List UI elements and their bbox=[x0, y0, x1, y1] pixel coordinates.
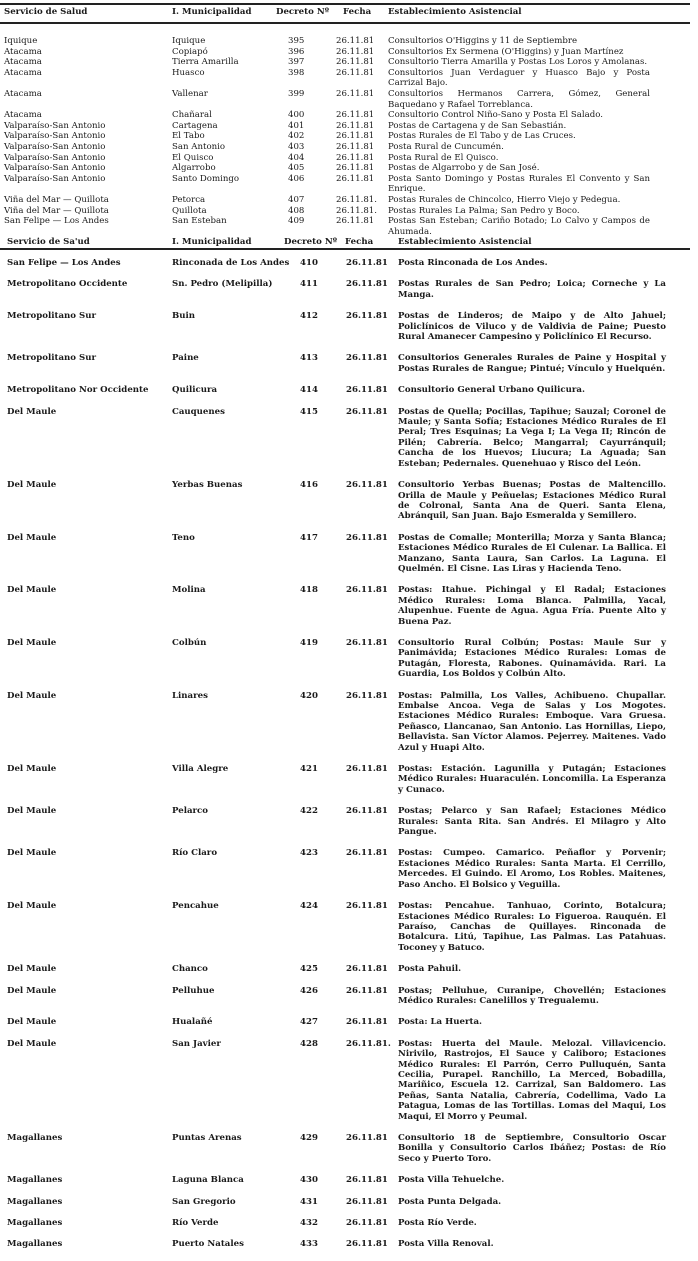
table-row bbox=[0, 1197, 698, 1207]
table-row bbox=[0, 385, 698, 395]
establecimiento-cell: Postas Rurales de Chincolco, Hierro Viejo y Pedegua. bbox=[388, 194, 621, 205]
table-row bbox=[0, 121, 698, 132]
servicio-cell: Del Maule bbox=[7, 585, 57, 596]
table-row bbox=[0, 47, 698, 58]
municipalidad-cell: Linares bbox=[172, 690, 208, 701]
establecimiento-cell: Posta Rural de El Quisco. bbox=[388, 152, 499, 163]
servicio-cell: Metropolitano Sur bbox=[7, 353, 96, 364]
establecimiento-cell: Consultorios Ex Sermena (O'Higgins) y Juan Martínez bbox=[388, 46, 624, 57]
municipalidad-cell: Río Verde bbox=[172, 1218, 219, 1229]
establecimiento-cell: Postas: Palmilla, Los Valles, Achibueno. Chupallar. Embalse Ancoa. Vega de Salas y Los Mogotes. Estaciones Médico Rurales: Emboque. Vara Gruesa. Peñasco, Llancanao, San Antonio. Las Hornillas, Liepo, Bellavista. San Víctor Alamos. Pejerrey. Maitenes. Vado Azul y Huapi Alto. bbox=[398, 690, 666, 753]
establecimiento-cell: Postas Rurales de San Pedro; Loica; Corneche y La Manga. bbox=[398, 279, 666, 300]
establecimiento-cell: Postas; Pelluhue, Curanipe, Chovellén; Estaciones Médico Rurales: Canelillos y Tregualemu. bbox=[398, 985, 666, 1006]
fecha-cell: 26.11.81 bbox=[346, 690, 388, 701]
establecimiento-cell: Postas: Pencahue. Tanhuao, Corinto, Botalcura; Estaciones Médico Rurales: Lo Figueroa. Rauquén. El Paraíso, Canchas de Quillayes. Rinconada de Botalcura. Litú, Tapihue, Las Palmas. Las Patahuas. Toconey y Batuco. bbox=[398, 901, 666, 953]
fecha-cell: 26.11.81 bbox=[336, 67, 375, 78]
municipalidad-cell: Pelluhue bbox=[172, 985, 215, 996]
decreto-cell: 430 bbox=[300, 1175, 318, 1186]
servicio-cell: Del Maule bbox=[7, 806, 57, 817]
decreto-cell: 424 bbox=[300, 901, 318, 912]
servicio-cell: Magallanes bbox=[7, 1218, 63, 1229]
servicio-cell: Magallanes bbox=[7, 1133, 63, 1143]
table-row bbox=[0, 964, 698, 974]
table-row bbox=[0, 68, 698, 89]
decreto-cell: 419 bbox=[300, 637, 318, 648]
fecha-cell: 26.11.81. bbox=[336, 194, 378, 205]
decreto-cell: 408 bbox=[288, 205, 305, 216]
fecha-cell: 26.11.81 bbox=[346, 1133, 388, 1143]
fecha-cell: 26.11.81 bbox=[336, 131, 375, 142]
municipalidad-cell: Algarrobo bbox=[172, 163, 216, 174]
fecha-cell: 26.11.81 bbox=[346, 258, 388, 268]
decreto-cell: 407 bbox=[288, 194, 305, 205]
establecimiento-cell: Posta Punta Delgada. bbox=[398, 1196, 502, 1207]
decreto-cell: 403 bbox=[288, 141, 305, 152]
municipalidad-cell: San Gregorio bbox=[172, 1196, 236, 1207]
decreto-cell: 425 bbox=[300, 964, 318, 975]
servicio-cell: Magallanes bbox=[7, 1239, 63, 1250]
establecimiento-cell: Posta Río Verde. bbox=[398, 1218, 477, 1229]
decreto-cell: 412 bbox=[300, 311, 318, 322]
fecha-cell: 26.11.81 bbox=[336, 173, 375, 184]
municipalidad-cell: Laguna Blanca bbox=[172, 1175, 244, 1186]
municipalidad-cell: Hualañé bbox=[172, 1017, 213, 1028]
municipalidad-cell: Pelarco bbox=[172, 806, 209, 817]
table-row bbox=[0, 1133, 698, 1164]
decreto-cell: 397 bbox=[288, 57, 305, 68]
header-establecimiento: Establecimiento Asistencial bbox=[388, 7, 522, 17]
header-municipalidad: I. Municipalidad bbox=[172, 7, 252, 17]
municipalidad-cell: Petorca bbox=[172, 194, 206, 205]
table-row bbox=[0, 279, 698, 300]
fecha-cell: 26.11.81 bbox=[346, 406, 388, 417]
header-establecimiento: Establecimiento Asistencial bbox=[398, 237, 532, 247]
servicio-cell: Valparaíso-San Antonio bbox=[4, 131, 106, 142]
municipalidad-cell: Puerto Natales bbox=[172, 1239, 244, 1250]
establecimiento-cell: Postas de Quella; Pocillas, Tapihue; Sauzal; Coronel de Maule; y Santa Sofía; Estaciones Médico Rurales de El Peral; Tres Esquinas; La Vega I; La Vega II; Rincón de Pilén; Cabrería. Belco; Mangarral; Cayurránquil; Cancha de los Huevos; Liucura; La Aguada; San Esteban; Pedernales. Quenehuao y Risco del León. bbox=[398, 406, 666, 469]
servicio-cell: Magallanes bbox=[7, 1196, 63, 1207]
fecha-cell: 26.11.81 bbox=[346, 1017, 388, 1028]
decreto-cell: 431 bbox=[300, 1196, 318, 1207]
servicio-cell: Metropolitano Sur bbox=[7, 311, 96, 322]
servicio-cell: Valparaíso-San Antonio bbox=[4, 163, 106, 174]
table-row bbox=[0, 206, 698, 217]
fecha-cell: 26.11.81 bbox=[346, 1175, 388, 1186]
servicio-cell: Viña del Mar — Quillota bbox=[4, 194, 109, 205]
table-row bbox=[0, 258, 698, 268]
fecha-cell: 26.11.81 bbox=[336, 88, 375, 99]
municipalidad-cell: Colbún bbox=[172, 637, 207, 648]
establecimiento-cell: Consultorio Control Niño-Sano y Posta El Salado. bbox=[388, 110, 604, 121]
municipalidad-cell: Iquique bbox=[172, 36, 206, 46]
table-row bbox=[0, 638, 698, 680]
establecimiento-cell: Postas de Algarrobo y de San José. bbox=[388, 163, 540, 174]
fecha-cell: 26.11.81 bbox=[336, 110, 375, 121]
municipalidad-cell: Molina bbox=[172, 585, 206, 596]
header-servicio: Servicio de Sa'ud bbox=[7, 237, 90, 247]
establecimiento-cell: Postas: Cumpeo. Camarico. Peñaflor y Porvenir; Estaciones Médico Rurales: Santa Marta. El Cerrillo, Mercedes. El Guindo. El Aromo, Los Robles. Maitenes, Paso Ancho. El Bolsico y Veguilla. bbox=[398, 848, 666, 890]
municipalidad-cell: Río Claro bbox=[172, 848, 218, 859]
fecha-cell: 26.11.81 bbox=[346, 385, 388, 396]
table-header bbox=[0, 4, 698, 20]
establecimiento-cell: Postas de Cartagena y de San Sebastián. bbox=[388, 120, 567, 131]
fecha-cell: 26.11.81 bbox=[346, 985, 388, 996]
establecimiento-cell: Postas de Comalle; Monterilla; Morza y Santa Blanca; Estaciones Médico Rurales de El Culenar. La Ballica. El Manzano, Santa Laura, San Carlos. La Laguna. El Quelmén. El Cisne. Las Liras y Hacienda Teno. bbox=[398, 532, 666, 574]
municipalidad-cell: Paine bbox=[172, 353, 199, 364]
fecha-cell: 26.11.81 bbox=[346, 353, 388, 364]
servicio-cell: Del Maule bbox=[7, 690, 57, 701]
establecimiento-cell: Postas: Itahue. Pichingal y El Radal; Estaciones Médico Rurales: Loma Blanca. Palmilla, Yacal, Alupenhue. Fuente de Agua. Agua Fría. Puente Alto y Buena Paz. bbox=[398, 585, 666, 627]
servicio-cell: Del Maule bbox=[7, 532, 57, 543]
table-row bbox=[0, 806, 698, 837]
servicio-cell: Del Maule bbox=[7, 964, 57, 975]
fecha-cell: 26.11.81 bbox=[346, 311, 388, 322]
table-row bbox=[0, 195, 698, 206]
municipalidad-cell: San Javier bbox=[172, 1038, 221, 1049]
municipalidad-cell: El Tabo bbox=[172, 131, 205, 142]
servicio-cell: Atacama bbox=[4, 88, 42, 99]
establecimiento-cell: Consultorio Yerbas Buenas; Postas de Maltencillo. Orilla de Maule y Peñuelas; Estaciones Médico Rural de Colronal, Santa Ana de Queri. Santa Elena, Abránquil, San Juan. Bajo Esmeralda y Semillero. bbox=[398, 480, 666, 522]
establecimiento-cell: Consultorios Generales Rurales de Paine y Hospital y Postas Rurales de Rangue; Pintué; Vínculo y Huelquén. bbox=[398, 353, 666, 374]
servicio-cell: Del Maule bbox=[7, 637, 57, 648]
municipalidad-cell: San Esteban bbox=[172, 216, 227, 227]
servicio-cell: Atacama bbox=[4, 57, 42, 68]
servicio-cell: Iquique bbox=[4, 36, 38, 46]
establecimiento-cell: Postas Rurales La Palma; San Pedro y Boco. bbox=[388, 205, 580, 216]
decreto-cell: 395 bbox=[288, 36, 305, 46]
table-row bbox=[0, 480, 698, 522]
establecimiento-cell: Consultorio General Urbano Quilicura. bbox=[398, 385, 585, 396]
table-row bbox=[0, 110, 698, 121]
establecimiento-cell: Consultorio Rural Colbún; Postas: Maule Sur y Panimávida; Estaciones Médico Rurales: Lomas de Putagán, Floresta, Rabones. Quinamávida. Rari. La Guardia, Los Boldos y Colbún Alto. bbox=[398, 637, 666, 680]
decreto-cell: 414 bbox=[300, 385, 318, 396]
table-body bbox=[0, 258, 698, 1261]
fecha-cell: 26.11.81 bbox=[346, 901, 388, 912]
servicio-cell: Atacama bbox=[4, 110, 42, 121]
header-servicio: Servicio de Salud bbox=[4, 7, 88, 17]
table-row bbox=[0, 585, 698, 627]
establecimiento-cell: Consultorios O'Higgins y 11 de Septiembre bbox=[388, 36, 578, 46]
establecimiento-cell: Postas: Huerta del Maule. Melozal. Villavicencio. Nirivilo, Rastrojos, El Sauce y Caliboro; Estaciones Médico Rurales: El Parrón, Cerro Pulluquén, Santa Cecilia, Purapel. Ranchillo, La Merced, Bobadilla, Mariñico, Escuela 12. Carrizal, San Baldomero. Las Peñas, Santa Natalia, Cabrería, Codellima, Vado La Patagua, Lomas de las Tortillas. Lomas del Maqui, Los Maqui, El Morro y Peumal. bbox=[398, 1038, 666, 1122]
fecha-cell: 26.11.81 bbox=[346, 480, 388, 491]
fecha-cell: 26.11.81 bbox=[336, 141, 375, 152]
decreto-cell: 423 bbox=[300, 848, 318, 859]
decreto-cell: 410 bbox=[300, 258, 318, 268]
fecha-cell: 26.11.81 bbox=[336, 46, 375, 57]
table-row bbox=[0, 174, 698, 195]
servicio-cell: Del Maule bbox=[7, 764, 57, 775]
establecimiento-cell: Posta Villa Tehuelche. bbox=[398, 1175, 505, 1186]
header-decreto: Decreto Nº bbox=[276, 7, 329, 17]
municipalidad-cell: Chañaral bbox=[172, 110, 212, 121]
servicio-cell: Del Maule bbox=[7, 848, 57, 859]
decreto-cell: 422 bbox=[300, 806, 318, 817]
municipalidad-cell: Rinconada de Los Andes bbox=[172, 258, 290, 268]
municipalidad-cell: Copiapó bbox=[172, 46, 208, 57]
table-row bbox=[0, 163, 698, 174]
fecha-cell: 26.11.81 bbox=[336, 57, 375, 68]
establecimiento-cell: Postas; Pelarco y San Rafael; Estaciones Médico Rurales: Santa Rita. San Andrés. El Milagro y Alto Pangue. bbox=[398, 806, 666, 838]
table-row bbox=[0, 36, 698, 47]
municipalidad-cell: Villa Alegre bbox=[172, 764, 229, 775]
establecimiento-cell: Posta Villa Renoval. bbox=[398, 1239, 494, 1250]
establecimiento-cell: Posta: La Huerta. bbox=[398, 1017, 482, 1028]
establecimiento-cell: Posta Rural de Cuncumén. bbox=[388, 141, 504, 152]
table-row bbox=[0, 1239, 698, 1249]
servicio-cell: Valparaíso-San Antonio bbox=[4, 141, 106, 152]
decreto-cell: 411 bbox=[300, 279, 318, 290]
municipalidad-cell: Teno bbox=[172, 532, 195, 543]
decreto-cell: 401 bbox=[288, 120, 305, 131]
establecimiento-cell: Consultorios Hermanos Carrera, Gómez, General Baquedano y Rafael Torreblanca. bbox=[388, 88, 650, 110]
establecimiento-cell: Consultorios Juan Verdaguer y Huasco Bajo y Posta Carrizal Bajo. bbox=[388, 67, 650, 89]
fecha-cell: 26.11.81 bbox=[346, 848, 388, 859]
fecha-cell: 26.11.81 bbox=[346, 1196, 388, 1207]
table-row bbox=[0, 691, 698, 753]
table-row bbox=[0, 353, 698, 374]
decreto-cell: 405 bbox=[288, 163, 305, 174]
decreto-cell: 413 bbox=[300, 353, 318, 364]
decreto-cell: 421 bbox=[300, 764, 318, 775]
municipalidad-cell: Yerbas Buenas bbox=[172, 480, 243, 491]
table-body bbox=[0, 36, 698, 237]
municipalidad-cell: Pencahue bbox=[172, 901, 219, 912]
fecha-cell: 26.11.81 bbox=[346, 1239, 388, 1250]
decreto-cell: 426 bbox=[300, 985, 318, 996]
decreto-cell: 398 bbox=[288, 67, 305, 78]
servicio-cell: Valparaíso-San Antonio bbox=[4, 152, 106, 163]
header-fecha: Fecha bbox=[345, 237, 374, 247]
divider bbox=[0, 248, 690, 250]
fecha-cell: 26.11.81 bbox=[346, 806, 388, 817]
municipalidad-cell: Quillota bbox=[172, 205, 207, 216]
fecha-cell: 26.11.81 bbox=[336, 152, 375, 163]
decreto-cell: 404 bbox=[288, 152, 305, 163]
table-row bbox=[0, 848, 698, 890]
divider bbox=[0, 22, 690, 24]
municipalidad-cell: Tierra Amarilla bbox=[172, 57, 239, 68]
municipalidad-cell: Cauquenes bbox=[172, 406, 225, 417]
decreto-cell: 416 bbox=[300, 480, 318, 491]
decreto-cell: 409 bbox=[288, 216, 305, 227]
establecimiento-cell: Postas: Estación. Lagunilla y Putagán; Estaciones Médico Rurales: Huaraculén. Loncomilla. La Esperanza y Cunaco. bbox=[398, 764, 666, 795]
servicio-cell: Del Maule bbox=[7, 1017, 57, 1028]
table-bottom bbox=[0, 234, 698, 1250]
table-row bbox=[0, 901, 698, 953]
table-row bbox=[0, 153, 698, 164]
servicio-cell: Del Maule bbox=[7, 406, 57, 417]
servicio-cell: Metropolitano Occidente bbox=[7, 279, 128, 290]
establecimiento-cell: Posta Santo Domingo y Postas Rurales El Convento y San Enrique. bbox=[388, 173, 650, 195]
establecimiento-cell: Consultorio 18 de Septiembre, Consultorio Oscar Bonilla y Consultorio Carlos Ibáñez; Postas: de Río Seco y Puerto Toro. bbox=[398, 1133, 666, 1164]
table-row bbox=[0, 986, 698, 1007]
decreto-cell: 399 bbox=[288, 88, 305, 99]
decreto-cell: 418 bbox=[300, 585, 318, 596]
fecha-cell: 26.11.81 bbox=[346, 637, 388, 648]
municipalidad-cell: Santo Domingo bbox=[172, 173, 240, 184]
servicio-cell: Del Maule bbox=[7, 1038, 57, 1049]
municipalidad-cell: Sn. Pedro (Melipilla) bbox=[172, 279, 273, 290]
decreto-cell: 429 bbox=[300, 1133, 318, 1143]
servicio-cell: Viña del Mar — Quillota bbox=[4, 205, 109, 216]
fecha-cell: 26.11.81. bbox=[336, 205, 378, 216]
fecha-cell: 26.11.81 bbox=[346, 532, 388, 543]
header-municipalidad: I. Municipalidad bbox=[172, 237, 252, 247]
fecha-cell: 26.11.81 bbox=[346, 585, 388, 596]
servicio-cell: Valparaíso-San Antonio bbox=[4, 173, 106, 184]
fecha-cell: 26.11.81 bbox=[346, 764, 388, 775]
municipalidad-cell: Buin bbox=[172, 311, 196, 322]
table-row bbox=[0, 533, 698, 575]
municipalidad-cell: Puntas Arenas bbox=[172, 1133, 242, 1143]
establecimiento-cell: Postas San Esteban; Cariño Botado; Lo Calvo y Campos de Ahumada. bbox=[388, 216, 650, 237]
fecha-cell: 26.11.81 bbox=[346, 964, 388, 975]
table-top bbox=[0, 0, 698, 237]
decreto-cell: 420 bbox=[300, 690, 318, 701]
decreto-cell: 396 bbox=[288, 46, 305, 57]
municipalidad-cell: Cartagena bbox=[172, 120, 218, 131]
servicio-cell: San Felipe — Los Andes bbox=[4, 216, 109, 227]
fecha-cell: 26.11.81 bbox=[336, 36, 375, 46]
servicio-cell: Del Maule bbox=[7, 480, 57, 491]
decreto-cell: 432 bbox=[300, 1218, 318, 1229]
decreto-cell: 406 bbox=[288, 173, 305, 184]
table-row bbox=[0, 1218, 698, 1228]
establecimiento-cell: Posta Rinconada de Los Andes. bbox=[398, 258, 548, 268]
table-row bbox=[0, 407, 698, 469]
fecha-cell: 26.11.81 bbox=[336, 216, 375, 227]
servicio-cell: Del Maule bbox=[7, 985, 57, 996]
municipalidad-cell: San Antonio bbox=[172, 141, 226, 152]
header-fecha: Fecha bbox=[343, 7, 372, 17]
fecha-cell: 26.11.81 bbox=[336, 120, 375, 131]
decreto-cell: 417 bbox=[300, 532, 318, 543]
establecimiento-cell: Postas Rurales de El Tabo y de Las Cruces. bbox=[388, 131, 576, 142]
servicio-cell: Magallanes bbox=[7, 1175, 63, 1186]
decreto-cell: 428 bbox=[300, 1038, 318, 1049]
table-row bbox=[0, 1039, 698, 1122]
servicio-cell: Del Maule bbox=[7, 901, 57, 912]
servicio-cell: Valparaíso-San Antonio bbox=[4, 120, 106, 131]
table-row bbox=[0, 764, 698, 795]
decreto-cell: 427 bbox=[300, 1017, 318, 1028]
fecha-cell: 26.11.81 bbox=[346, 1218, 388, 1229]
decreto-cell: 415 bbox=[300, 406, 318, 417]
municipalidad-cell: Quilicura bbox=[172, 385, 218, 396]
fecha-cell: 26.11.81 bbox=[346, 279, 388, 290]
municipalidad-cell: Chanco bbox=[172, 964, 208, 975]
establecimiento-cell: Postas de Linderos; de Maipo y de Alto Jahuel; Policlínicos de Viluco y de Valdivia de Paine; Puesto Rural Amanecer Campesino y Policlínico El Recurso. bbox=[398, 311, 666, 343]
decreto-cell: 402 bbox=[288, 131, 305, 142]
servicio-cell: Atacama bbox=[4, 67, 42, 78]
table-row bbox=[0, 1175, 698, 1185]
fecha-cell: 26.11.81. bbox=[346, 1038, 391, 1049]
table-row bbox=[0, 1017, 698, 1027]
table-row bbox=[0, 131, 698, 142]
servicio-cell: San Felipe — Los Andes bbox=[7, 258, 121, 268]
servicio-cell: Atacama bbox=[4, 46, 42, 57]
table-row bbox=[0, 89, 698, 110]
municipalidad-cell: Huasco bbox=[172, 67, 205, 78]
establecimiento-cell: Consultorio Tierra Amarilla y Postas Los Loros y Amolanas. bbox=[388, 57, 648, 68]
establecimiento-cell: Posta Pahuil. bbox=[398, 964, 462, 975]
table-row bbox=[0, 311, 698, 342]
municipalidad-cell: Vallenar bbox=[172, 88, 208, 99]
header-decreto: Decreto Nº bbox=[284, 237, 337, 247]
decreto-cell: 400 bbox=[288, 110, 305, 121]
decreto-cell: 433 bbox=[300, 1239, 318, 1250]
fecha-cell: 26.11.81 bbox=[336, 163, 375, 174]
table-row bbox=[0, 142, 698, 153]
table-row bbox=[0, 57, 698, 68]
servicio-cell: Metropolitano Nor Occidente bbox=[7, 385, 149, 396]
municipalidad-cell: El Quisco bbox=[172, 152, 214, 163]
